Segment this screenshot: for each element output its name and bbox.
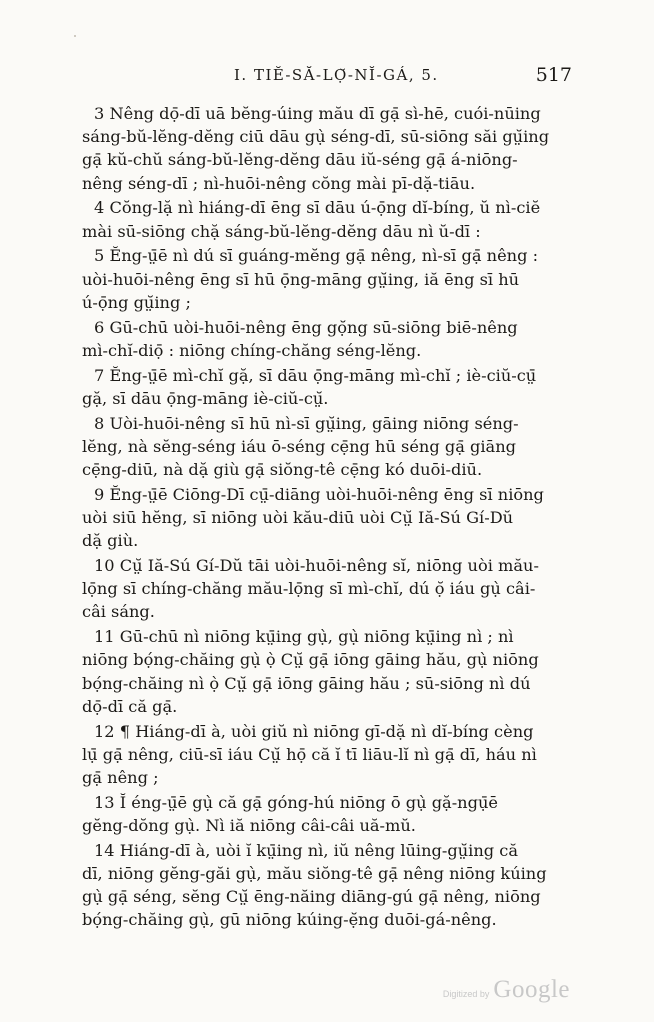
verse-line: 11 Gū-chū nì niōng kṳ̄ing gụ̀, gụ̀ niōng kṳ̄ing nì ; nì (94, 627, 514, 647)
verse-line: 6 Gū-chū uòi-huōi-nêng ēng gọ̆ng sū-siōng biē-nêng (94, 317, 518, 337)
verse-paragraph (82, 196, 572, 242)
verse-line: dọ̄-dī că gạ̄. (82, 696, 178, 716)
verse-line: gĕng-dŏng gụ̀. Nì iă niōng câi-câi uă-mŭ. (82, 816, 416, 836)
verse-line: dặ giù. (82, 531, 139, 551)
scan-speck (74, 35, 76, 37)
verse-line: mài sū-siōng chặ sáng-bŭ-lĕng-dĕng dāu nì ŭ-dī : (82, 221, 481, 241)
verse-line: 13 Ĭ éng-ṳ̄ē gụ̀ că gạ̄ góng-hú niōng ō gụ̀ gặ-ngụ̄ē (94, 792, 498, 812)
verse-paragraph (82, 412, 572, 482)
verse-line: mì-chĭ-diọ̄ : niōng chíng-chăng séng-lĕng. (82, 340, 422, 360)
verse-line: gạ̄ nêng ; (82, 768, 159, 788)
text-body (82, 102, 572, 933)
watermark-prefix: Digitized by (442, 989, 490, 999)
verse-paragraph (82, 102, 572, 195)
verse-line: câi sáng. (82, 602, 155, 622)
verse-paragraph (82, 554, 572, 624)
verse-line: 7 Ĕng-ṳ̄ē mì-chĭ gặ, sī dāu ọ̄ng-māng mì-chĭ ; iè-ciŭ-cṳ̄ (94, 365, 537, 385)
verse-line: 14 Hiáng-dī à, uòi ĭ kṳ̄ing nì, iŭ nêng lūing-gṳ̆ing că (94, 840, 518, 860)
verse-line: dī, niōng gĕng-găi gụ̀, mău siŏng-tê gạ̄ nêng niōng kúing (82, 864, 547, 884)
verse-line: lĕng, nà sĕng-séng iáu ō-séng cẹ̄ng hū séng gạ̄ giāng (82, 436, 516, 456)
verse-line: gụ̀ gạ̄ séng, sĕng Cṳ̆ ēng-năing diāng-gú gạ̄ nêng, niōng (82, 887, 541, 907)
verse-paragraph (82, 316, 572, 362)
verse-line: 5 Ĕng-ṳ̄ē nì dú sī guáng-mĕng gạ̄ nêng, nì-sī gạ̄ nêng : (94, 246, 539, 266)
verse-paragraph (82, 483, 572, 553)
verse-line: lọ̄ng sī chíng-chăng mău-lọ̄ng sī mì-chĭ, dú ọ̆ iáu gụ̀ câi- (82, 579, 536, 599)
verse-line: cẹ̄ng-diū, nà dặ giù gạ̄ siŏng-tê cẹ̄ng kó duōi-diū. (82, 460, 483, 480)
verse-line: niōng bọ́ng-chăing gụ̀ ọ̀ Cṳ̆ gạ̄ iōng gāing hău, gụ̀ niōng (82, 650, 539, 670)
page-header (84, 64, 572, 90)
verse-line: 9 Ĕng-ṳ̄ē Ciōng-Dī cṳ̄-diāng uòi-huōi-nêng ēng sī niōng (94, 484, 544, 504)
verse-paragraph (82, 244, 572, 314)
verse-line: 8 Uòi-huōi-nêng sī hū nì-sī gṳ̆ing, gāing niōng séng- (94, 413, 519, 433)
verse-paragraph (82, 720, 572, 790)
verse-line: sáng-bŭ-lĕng-dĕng ciū dāu gụ̀ séng-dī, sū-siōng săi gṳ̆ing (82, 127, 550, 147)
verse-line: 3 Nêng dọ̄-dī uā bĕng-úing mău dī gạ̄ sì-hē, cuói-nūing (94, 104, 541, 123)
verse-line: nêng séng-dī ; nì-huōi-nêng cŏng mài pī-dặ-tiāu. (82, 173, 476, 193)
verse-line: uòi-huōi-nêng ēng sī hū ọ̄ng-māng gṳ̆ing, iă ēng sī hū (82, 269, 520, 289)
verse-line: gạ̄ kŭ-chŭ sáng-bŭ-lĕng-dĕng dāu iŭ-séng gạ̄ á-niōng- (82, 150, 518, 170)
watermark (443, 976, 570, 1004)
verse-line: gặ, sī dāu ọ̄ng-māng iè-ciŭ-cṳ̆. (82, 388, 329, 408)
verse-line: ú-ọ̄ng gṳ̆ing ; (82, 292, 191, 312)
verse-paragraph (82, 364, 572, 410)
verse-paragraph (82, 839, 572, 932)
google-logo: Google (493, 976, 570, 1003)
verse-line: 12 ¶ Hiáng-dī à, uòi giŭ nì niōng gī-dặ nì dĭ-bíng cèng (94, 721, 534, 741)
verse-line: lụ̄ gạ̄ nêng, ciū-sī iáu Cṳ̆ họ̄ că ĭ tī liāu-lĭ nì gạ̄ dī, háu nì (82, 744, 537, 764)
verse-line: uòi siū hĕng, sī niōng uòi kău-diū uòi Cṳ̆ Iă-Sú Gí-Dŭ (82, 508, 514, 528)
running-title: I. TIĔ-SĂ-LỌ̆-NĬ-GÁ, 5. (234, 66, 439, 84)
verse-line: bọ́ng-chăing nì ọ̀ Cṳ̆ gạ̄ iōng gāing hău ; sū-siōng nì dú (82, 673, 531, 693)
verse-line: 4 Cŏng-lặ nì hiáng-dī ēng sī dāu ú-ọ̄ng dĭ-bíng, ŭ nì-ciĕ (94, 198, 541, 218)
verse-paragraph (82, 791, 572, 837)
verse-paragraph (82, 625, 572, 718)
verse-line: 10 Cṳ̆ Iă-Sú Gí-Dŭ tāi uòi-huōi-nêng sĭ, niōng uòi mău- (94, 556, 539, 576)
page-number: 517 (535, 64, 572, 86)
verse-line: bọ́ng-chăing gụ̀, gū niōng kúing-ẹ̆ng duōi-gá-nêng. (82, 910, 497, 930)
